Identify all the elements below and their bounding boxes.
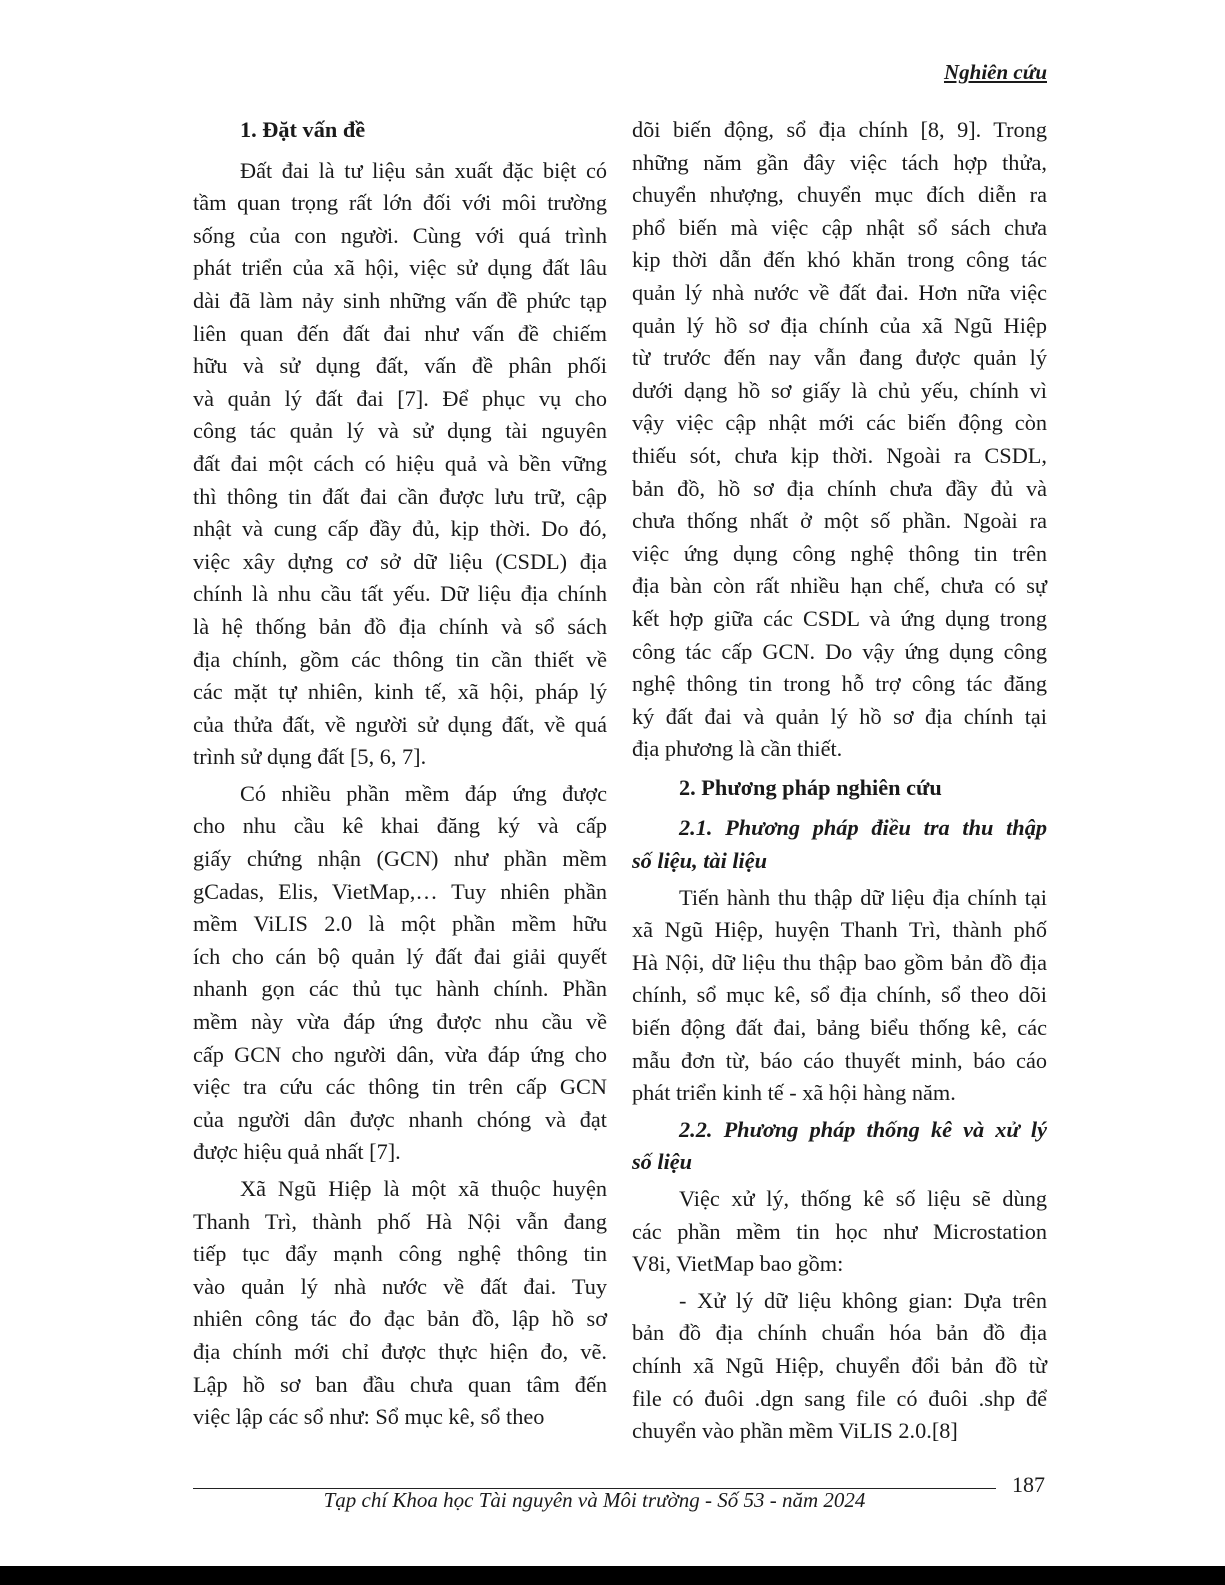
text-line: gCadas, Elis, VietMap,… Tuy nhiên phần (193, 878, 607, 904)
text-line: ích cho cán bộ quản lý đất đai giải quyết (193, 943, 607, 969)
text-line: cấp GCN cho người dân, vừa đáp ứng cho (193, 1041, 607, 1067)
text-line: chính, sổ mục kê, sổ địa chính, sổ theo dõi (632, 982, 1047, 1008)
text-line: nhật và cung cấp đầy đủ, kịp thời. Do đó, (193, 516, 607, 542)
text-line: số liệu (632, 1149, 693, 1175)
text-line: những năm gần đây việc tách hợp thửa, (632, 149, 1047, 175)
text-line: việc tra cứu các thông tin trên cấp GCN (193, 1074, 607, 1100)
text-line: Tiến hành thu thập dữ liệu địa chính tại (679, 884, 1047, 910)
text-line: thì thông tin đất đai cần được lưu trữ, cập (193, 483, 607, 509)
text-line: mẫu đơn từ, báo cáo thuyết minh, báo cáo (632, 1047, 1047, 1073)
text-line: kết hợp giữa các CSDL và ứng dụng trong (632, 605, 1047, 631)
section-heading: 1. Đặt vấn đề (240, 117, 366, 142)
subsection-heading (632, 812, 1047, 877)
text-line: dưới dạng hồ sơ giấy là chủ yếu, chính vì (632, 377, 1047, 403)
text-line: chưa thống nhất ở một số phần. Ngoài ra (632, 508, 1047, 534)
text-line: địa chính mới chỉ được thực hiện đo, vẽ. (193, 1338, 607, 1364)
text-line: - Xử lý dữ liệu không gian: Dựa trên (679, 1287, 1047, 1313)
text-line: việc xây dựng cơ sở dữ liệu (CSDL) địa (193, 548, 607, 574)
text-line: chính là nhu cầu tất yếu. Dữ liệu địa chính (193, 581, 607, 607)
text-line: 2.1. Phương pháp điều tra thu thập (679, 815, 1047, 841)
text-line: nghệ thông tin trong hỗ trợ công tác đăng (632, 671, 1047, 697)
text-line: bản đồ, hồ sơ địa chính chưa đầy đủ và (632, 475, 1047, 501)
text-line: của người dân được nhanh chóng và đạt (193, 1106, 607, 1132)
text-line: nhanh gọn các thủ tục hành chính. Phần (193, 976, 607, 1002)
text-line: phát triển của xã hội, việc sử dụng đất lâu (193, 255, 607, 281)
text-line: kịp thời dẫn đến khó khăn trong công tác (632, 247, 1047, 273)
section-label: Nghiên cứu (943, 60, 1047, 84)
text-line: trình sử dụng đất [5, 6, 7]. (193, 744, 427, 770)
text-line: được hiệu quả nhất [7]. (193, 1139, 401, 1165)
text-line: file có đuôi .dgn sang file có đuôi .shp để (632, 1385, 1047, 1411)
subsection-heading (632, 1114, 1047, 1179)
text-line: công tác cấp GCN. Do vậy ứng dụng công (632, 638, 1047, 664)
paragraph (193, 778, 607, 1169)
text-line: quản lý hồ sơ địa chính của xã Ngũ Hiệp (632, 312, 1047, 338)
paragraph (193, 155, 607, 774)
text-line: vào quản lý nhà nước về đất đai. Tuy (193, 1273, 607, 1299)
text-line: số liệu, tài liệu (632, 848, 768, 874)
section-heading: 2. Phương pháp nghiên cứu (679, 774, 942, 800)
text-line: thiếu sót, chưa kịp thời. Ngoài ra CSDL, (632, 442, 1047, 468)
text-line: ký đất đai và quản lý hồ sơ địa chính tại (632, 703, 1047, 729)
text-line: cho nhu cầu kê khai đăng ký và cấp (193, 813, 607, 839)
text-line: đất đai một cách có hiệu quả và bền vững (193, 450, 607, 476)
text-line: việc lập các sổ như: Sổ mục kê, sổ theo (193, 1404, 545, 1430)
text-line: Lập hồ sơ ban đầu chưa quan tâm đến (193, 1371, 607, 1397)
text-line: mềm ViLIS 2.0 là một phần mềm hữu (193, 911, 607, 937)
text-line: tầm quan trọng rất lớn đối với môi trường (193, 190, 607, 216)
text-line: của thửa đất, về người sử dụng đất, về quá (193, 711, 607, 737)
text-line: các phần mềm tin học như Microstation (632, 1218, 1047, 1244)
paragraph (632, 1183, 1047, 1281)
text-line: chuyển vào phần mềm ViLIS 2.0.[8] (632, 1418, 958, 1444)
paragraph (632, 1285, 1047, 1448)
paragraph (632, 114, 1047, 766)
text-line: chính xã Ngũ Hiệp, chuyển đổi bản đồ từ (632, 1352, 1047, 1378)
text-line: liên quan đến đất đai như vấn đề chiếm (193, 320, 607, 346)
page-number: 187 (1012, 1472, 1045, 1497)
text-line: Đất đai là tư liệu sản xuất đặc biệt có (240, 157, 607, 183)
journal-footer: Tạp chí Khoa học Tài nguyên và Môi trường - Số 53 - năm 2024 (323, 1488, 866, 1512)
text-line: các mặt tự nhiên, kinh tế, xã hội, pháp lý (193, 679, 607, 705)
text-line: dài đã làm nảy sinh những vấn đề phức tạp (193, 287, 607, 313)
text-line: dõi biến động, sổ địa chính [8, 9]. Trong (632, 117, 1047, 142)
text-line: và quản lý đất đai [7]. Để phục vụ cho (193, 385, 607, 411)
text-line: mềm này vừa đáp ứng được nhu cầu về (193, 1009, 607, 1035)
bottom-bar (0, 1566, 1225, 1585)
text-line: phát triển kinh tế - xã hội hàng năm. (632, 1080, 956, 1106)
text-line: hữu và sử dụng đất, vấn đề phân phối (193, 353, 607, 379)
text-line: Xã Ngũ Hiệp là một xã thuộc huyện (240, 1176, 607, 1201)
text-line: sống của con người. Cùng với quá trình (193, 222, 607, 248)
text-line: quản lý nhà nước về đất đai. Hơn nữa việc (632, 279, 1047, 305)
text-line: nhiên công tác đo đạc bản đồ, lập hồ sơ (193, 1306, 607, 1332)
text-line: biến động đất đai, bảng biểu thống kê, các (632, 1015, 1047, 1041)
text-line: tiếp tục đẩy mạnh công nghệ thông tin (193, 1241, 607, 1267)
paragraph (632, 882, 1047, 1110)
text-line: địa phương là cần thiết. (632, 736, 843, 762)
text-line: địa bàn còn rất nhiều hạn chế, chưa có sự (632, 573, 1047, 599)
text-line: chuyển nhượng, chuyển mục đích diễn ra (632, 182, 1047, 208)
text-line: V8i, VietMap bao gồm: (632, 1251, 844, 1277)
text-line: phổ biến mà việc cập nhật sổ sách chưa (632, 214, 1047, 240)
text-line: giấy chứng nhận (GCN) như phần mềm (193, 846, 607, 872)
text-line: 2.2. Phương pháp thống kê và xử lý (679, 1116, 1047, 1142)
text-line: Có nhiều phần mềm đáp ứng được (240, 780, 607, 806)
text-line: địa chính, gồm các thông tin cần thiết về (193, 646, 607, 672)
left-column (193, 114, 607, 1438)
right-column (632, 114, 1047, 1452)
text-line: Thanh Trì, thành phố Hà Nội vẫn đang (193, 1208, 607, 1234)
text-line: việc ứng dụng công nghệ thông tin trên (632, 540, 1047, 566)
text-line: là hệ thống bản đồ địa chính và sổ sách (193, 613, 607, 639)
paragraph (193, 1173, 607, 1434)
text-line: Việc xử lý, thống kê số liệu sẽ dùng (679, 1186, 1047, 1211)
text-line: Hà Nội, dữ liệu thu thập bao gồm bản đồ địa (632, 949, 1047, 975)
text-line: từ trước đến nay vẫn đang được quản lý (632, 345, 1047, 371)
text-line: bản đồ địa chính chuẩn hóa bản đồ địa (632, 1320, 1047, 1346)
text-line: xã Ngũ Hiệp, huyện Thanh Trì, thành phố (632, 917, 1047, 943)
text-line: vậy việc cập nhật mới các biến động còn (632, 410, 1047, 436)
text-line: công tác quản lý và sử dụng tài nguyên (193, 418, 607, 444)
